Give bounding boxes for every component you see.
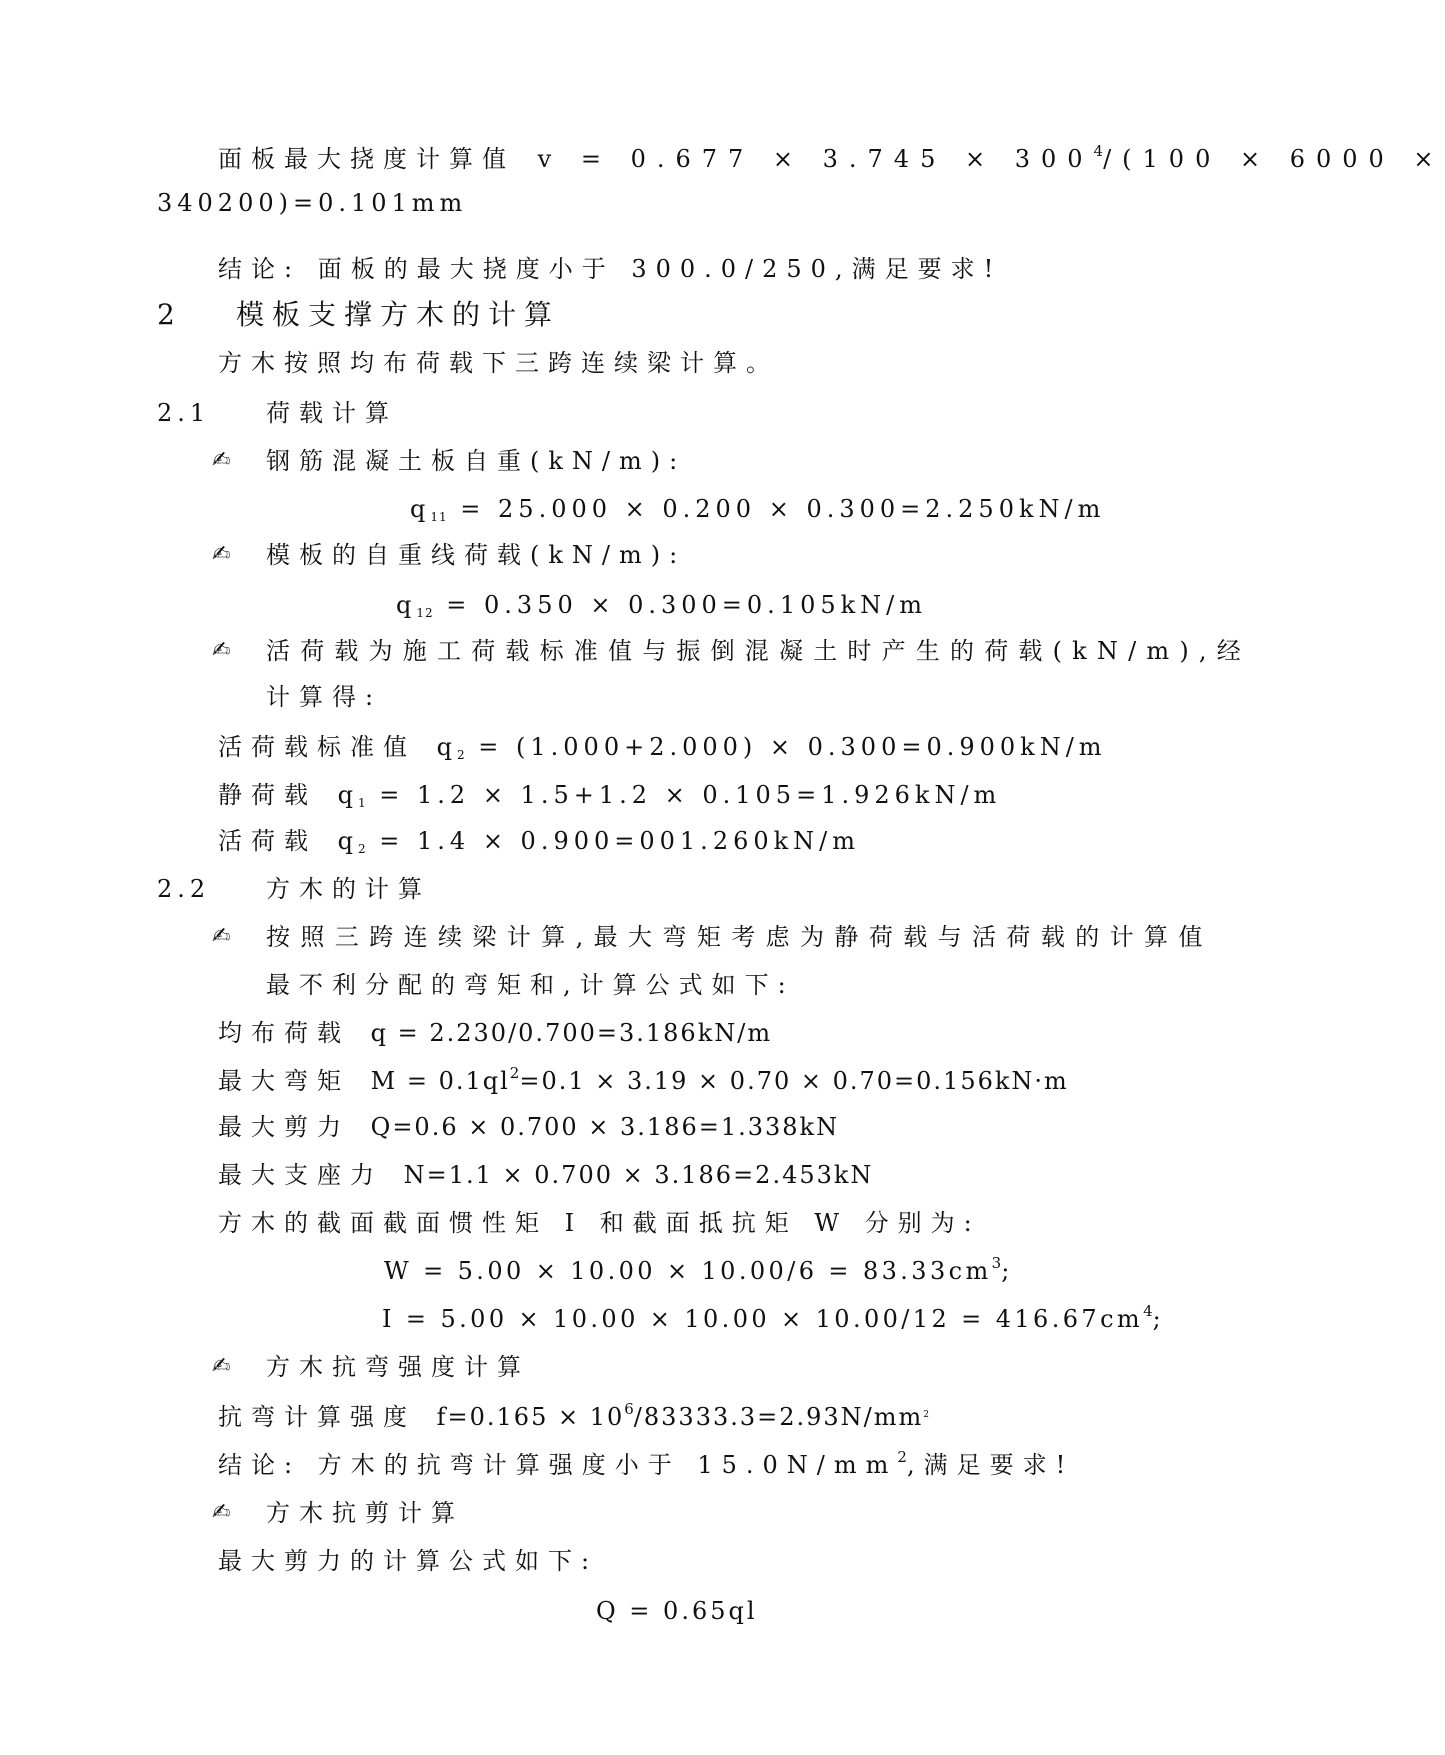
live-load-line [218,826,860,860]
max-support-line [218,1160,873,1190]
live-standard-symbol: q [436,733,458,761]
q11-symbol: q [410,495,431,523]
section-2-number: 2 [157,298,183,331]
live-load-label: 活荷载 [218,827,317,855]
uniform-load-line [218,1018,772,1048]
max-shear-label: 最大剪力 [218,1113,350,1141]
live-load-value: = 1.4 × 0.900=001.260kN/m [366,827,861,855]
deflection-line-2: 340200)=0.101mm [157,189,468,217]
deflection-label: 面板最大挠度计算值 [218,145,515,173]
q11-line [410,494,1105,528]
bending-exp: 6 [624,1400,634,1418]
deflection-exp: 4 [1093,142,1104,160]
shear-formula-intro: 最大剪力的计算公式如下: [218,1547,599,1575]
w-end: ; [1001,1257,1015,1285]
bullet-bending: 方木抗弯强度计算 [266,1353,530,1381]
q12-value: = 0.350 × 0.300=0.105kN/m [433,591,928,619]
live-load-subscript: 2 [358,842,367,856]
bullet-three-span-cont: 最不利分配的弯矩和,计算公式如下: [266,971,795,999]
deflection-line [218,144,1445,177]
conclusion-2 [218,1450,1074,1483]
max-shear-value: Q=0.6 × 0.700 × 3.186=1.338kN [370,1113,840,1141]
w-exp: 3 [991,1254,1002,1272]
writing-hand-icon: ✍ [212,448,231,473]
max-shear-line [218,1112,839,1142]
i-exp: 4 [1143,1302,1153,1320]
max-moment-value: =0.1 × 3.19 × 0.70 × 0.70=0.156kN·m [519,1067,1069,1095]
bending-value: /83333.3=2.93N/mm [633,1403,924,1431]
writing-hand-icon: ✍ [212,1354,231,1379]
dead-load-label: 静荷载 [218,781,317,809]
bullet-live-load: 活荷载为施工荷载标准值与振倒混凝土时产生的荷载(kN/m),经 [266,637,1251,665]
section-2-1-number: 2.1 [157,399,211,427]
bullet-shear: 方木抗剪计算 [266,1499,464,1527]
section-2-2-number: 2.2 [157,875,211,903]
dead-load-symbol: q [337,781,359,809]
bending-formula: f=0.165 × 10 [436,1403,625,1431]
dead-load-value: = 1.2 × 1.5+1.2 × 0.105=1.926kN/m [366,781,1002,809]
section-2-2-title: 方木的计算 [266,875,431,903]
bullet-live-load-cont: 计算得: [266,683,383,711]
bending-unit-exp: 2 [923,1410,930,1420]
max-moment-line [218,1066,1069,1099]
writing-hand-icon: ✍ [212,1500,231,1525]
q11-subscript: 11 [430,510,448,524]
live-standard-label: 活荷载标准值 [218,733,416,761]
section-2-1-title: 荷载计算 [266,399,398,427]
max-moment-formula: M = 0.1ql [370,1067,510,1095]
writing-hand-icon: ✍ [212,924,231,949]
q12-symbol: q [396,591,417,619]
conclusion-2-end: ,满足要求! [906,1451,1075,1479]
w-formula: W = 5.00 × 10.00 × 10.00/6 = 83.33cm [384,1257,992,1285]
w-line [384,1256,1014,1289]
deflection-formula-end: /(100 × 6000 × [1103,145,1445,173]
uniform-load-value: q = 2.230/0.700=3.186kN/m [370,1019,773,1047]
conclusion-1: 结论: 面板的最大挠度小于 300.0/250,满足要求! [218,255,1003,283]
uniform-load-label: 均布荷载 [218,1019,350,1047]
method-line: 方木按照均布荷载下三跨连续梁计算。 [218,349,779,377]
live-standard-subscript: 2 [457,748,466,762]
bullet-three-span: 按照三跨连续梁计算,最大弯矩考虑为静荷载与活荷载的计算值 [266,923,1213,951]
bullet-formwork-weight: 模板的自重线荷载(kN/m): [266,541,687,569]
conclusion-2-text: 结论: 方木的抗弯计算强度小于 15.0N/mm [218,1451,898,1479]
q-formula: Q = 0.65ql [596,1597,758,1625]
dead-load-subscript: 1 [358,796,367,810]
bending-label: 抗弯计算强度 [218,1403,416,1431]
q11-value: = 25.000 × 0.200 × 0.300=2.250kN/m [447,495,1106,523]
q12-line [396,590,927,624]
deflection-formula: v = 0.677 × 3.745 × 300 [537,145,1094,173]
max-moment-exp: 2 [509,1064,520,1082]
live-load-symbol: q [337,827,359,855]
max-support-label: 最大支座力 [218,1161,383,1189]
i-end: ; [1152,1305,1166,1333]
q12-subscript: 12 [416,606,434,620]
writing-hand-icon: ✍ [212,542,231,567]
i-formula: I = 5.00 × 10.00 × 10.00 × 10.00/12 = 416.67cm [382,1305,1144,1333]
section-2-title: 模板支撑方木的计算 [236,298,561,331]
i-line [382,1304,1166,1337]
writing-hand-icon: ✍ [212,638,231,663]
live-standard-line [218,732,1107,766]
bending-line [218,1402,929,1438]
conclusion-2-exp: 2 [897,1448,907,1466]
section-properties: 方木的截面截面惯性矩 I 和截面抵抗矩 W 分别为: [218,1209,981,1237]
live-standard-value: = (1.000+2.000) × 0.300=0.900kN/m [465,733,1107,761]
bullet-slab-weight: 钢筋混凝土板自重(kN/m): [266,447,687,475]
dead-load-line [218,780,1001,814]
max-support-value: N=1.1 × 0.700 × 3.186=2.453kN [403,1161,874,1189]
max-moment-label: 最大弯矩 [218,1067,350,1095]
